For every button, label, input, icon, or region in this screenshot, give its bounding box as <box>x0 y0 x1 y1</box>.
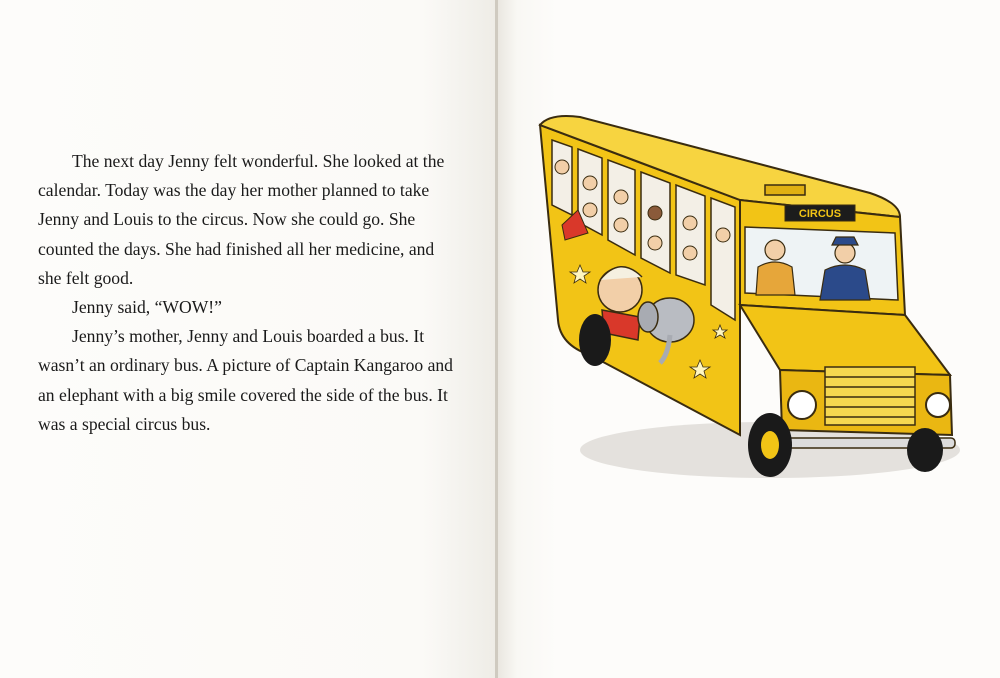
roof-vent <box>765 185 805 195</box>
headlight-left <box>788 391 816 419</box>
circus-bus-illustration <box>520 105 970 505</box>
hubcap-left <box>761 431 779 459</box>
story-paragraph-1: The next day Jenny felt wonderful. She looked at the calendar. Today was the day her mother planned to take Jenny and Louis to the circus. Now she could go. She counted the days. She had finished all her medicine, and she felt good. <box>38 151 445 288</box>
left-page <box>0 0 497 678</box>
story-text <box>38 147 458 439</box>
story-paragraph-2: Jenny said, “WOW!” <box>72 297 222 318</box>
grille <box>825 367 915 425</box>
bus-hood <box>740 305 950 375</box>
front-wheel-right <box>907 428 943 472</box>
rear-wheel <box>579 314 611 366</box>
headlight-right <box>926 393 950 417</box>
destination-sign-text: CIRCUS <box>798 208 842 220</box>
story-paragraph-3: Jenny’s mother, Jenny and Louis boarded a bus. It wasn’t an ordinary bus. A picture of Captain Kangaroo and an elephant with a big smile covered the side of the bus. It was a special circus bus. <box>38 326 453 434</box>
book-gutter <box>495 0 498 678</box>
